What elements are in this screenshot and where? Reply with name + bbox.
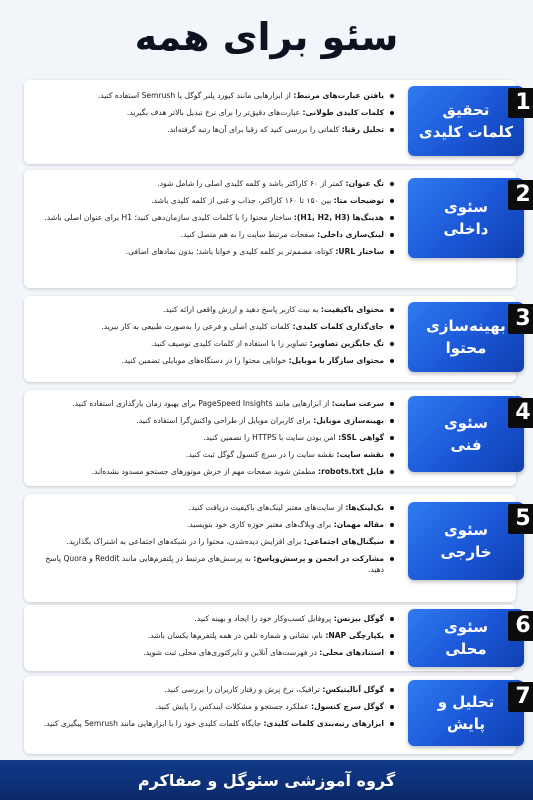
section-card-7 bbox=[24, 676, 531, 754]
bullet-text: بین ۱۵۰ تا ۱۶۰ کاراکتر، جذاب و غنی از کلمه کلیدی باشد. bbox=[151, 196, 334, 205]
bullet-item bbox=[34, 449, 394, 460]
section-bullet-list bbox=[34, 304, 394, 372]
bullet-heading: ابزارهای رتبه‌بندی کلمات کلیدی: bbox=[263, 719, 384, 728]
section-label-box bbox=[408, 396, 524, 472]
section-label-box bbox=[408, 178, 524, 258]
section-number: 4 bbox=[508, 398, 533, 428]
bullet-heading: سرعت سایت: bbox=[331, 399, 384, 408]
bullet-item bbox=[34, 195, 394, 206]
section-label: تحلیل و پایش bbox=[437, 693, 495, 733]
bullet-heading: یافتن عبارت‌های مرتبط: bbox=[293, 91, 384, 100]
bullet-item bbox=[34, 701, 394, 712]
bullet-text: به نیت کاربر پاسخ دهید و ارزش واقعی ارائه کنید. bbox=[163, 305, 321, 314]
bullet-item bbox=[34, 398, 394, 409]
bullet-text: خوانایی محتوا را در دستگاه‌های موبایلی تضمین کنید. bbox=[121, 356, 289, 365]
section-bullet-list bbox=[34, 613, 394, 664]
section-label: سئوی داخلی bbox=[443, 198, 489, 238]
bullet-item bbox=[34, 124, 394, 135]
bullet-text: برای کاربران موبایل از طراحی واکنش‌گرا استفاده کنید. bbox=[136, 416, 314, 425]
section-label-box bbox=[408, 609, 524, 667]
footer-text: گروه آموزشی سئوگل و صفاکرم bbox=[137, 770, 396, 790]
bullet-heading: گوگل بیزنس: bbox=[333, 614, 384, 623]
section-bullet-list bbox=[34, 398, 394, 483]
bullet-item bbox=[34, 684, 394, 695]
bullet-text: از سایت‌های معتبر لینک‌های باکیفیت دریافت کنید. bbox=[188, 503, 346, 512]
bullet-heading: استنادهای محلی: bbox=[319, 648, 384, 657]
bullet-heading: یکپارچگی NAP: bbox=[325, 631, 384, 640]
bullet-heading: لینک‌سازی داخلی: bbox=[317, 230, 384, 239]
page-title: سئو برای همه bbox=[134, 15, 399, 59]
section-bullet-list bbox=[34, 684, 394, 735]
bullet-heading: ساختار URL: bbox=[335, 247, 384, 256]
bullet-text: نام، نشانی و شماره تلفن در همه پلتفرم‌ها یکسان باشد. bbox=[147, 631, 326, 640]
section-label-box bbox=[408, 86, 524, 156]
bullet-heading: گوگل سرچ کنسول: bbox=[311, 702, 384, 711]
bullet-heading: کلمات کلیدی طولانی: bbox=[302, 108, 384, 117]
bullet-text: ساختار محتوا را با کلمات کلیدی سازمان‌دهی کنید؛ H1 برای عنوان اصلی باشد. bbox=[44, 213, 294, 222]
bullet-item bbox=[34, 630, 394, 641]
bullet-item bbox=[34, 502, 394, 513]
bullet-text: کمتر از ۶۰ کاراکتر باشد و کلمه کلیدی اصلی را شامل شود. bbox=[157, 179, 346, 188]
bullet-text: عبارت‌های دقیق‌تر را برای نرخ تبدیل بالاتر هدف بگیرید. bbox=[126, 108, 303, 117]
section-label: تحقیق کلمات کلیدی bbox=[418, 101, 514, 141]
bullet-item bbox=[34, 338, 394, 349]
section-label-box bbox=[408, 502, 524, 580]
bullet-heading: بک‌لینک‌ها: bbox=[345, 503, 384, 512]
section-label: سئوی فنی bbox=[443, 414, 489, 454]
bullet-text: برای وبلاگ‌های معتبر حوزه کاری خود بنویسید. bbox=[186, 520, 334, 529]
bullet-text: در فهرست‌های آنلاین و دایرکتوری‌های محلی ثبت شوید. bbox=[143, 648, 320, 657]
bullet-heading: سیگنال‌های اجتماعی: bbox=[303, 537, 384, 546]
bullet-text: ترافیک، نرخ پرش و رفتار کاربران را بررسی کنید. bbox=[164, 685, 323, 694]
bullet-text: امن بودن سایت با HTTPS را تضمین کنید. bbox=[203, 433, 339, 442]
section-card-4 bbox=[24, 390, 531, 486]
section-label-box bbox=[408, 302, 524, 372]
section-number: 6 bbox=[508, 611, 533, 641]
bullet-heading: گوگل آنالیتیکس: bbox=[322, 685, 384, 694]
bullet-item bbox=[34, 432, 394, 443]
bullet-heading: توضیحات متا: bbox=[333, 196, 384, 205]
section-card-2 bbox=[24, 170, 531, 288]
section-bullet-list bbox=[34, 502, 394, 581]
section-card-3 bbox=[24, 296, 531, 382]
bullet-item bbox=[34, 178, 394, 189]
section-number: 2 bbox=[508, 180, 533, 210]
bullet-item bbox=[34, 321, 394, 332]
bullet-item bbox=[34, 246, 394, 257]
bullet-item bbox=[34, 229, 394, 240]
bullet-item bbox=[34, 90, 394, 101]
bullet-item bbox=[34, 519, 394, 530]
bullet-item bbox=[34, 355, 394, 366]
section-card-6 bbox=[24, 605, 531, 671]
section-label: بهینه‌سازی محتوا bbox=[426, 317, 506, 357]
bullet-heading: جای‌گذاری کلمات کلیدی: bbox=[292, 322, 384, 331]
bullet-item bbox=[34, 613, 394, 624]
bullet-text: نقشه سایت را در سرچ کنسول گوگل ثبت کنید. bbox=[185, 450, 337, 459]
section-label: سئوی خارجی bbox=[440, 521, 492, 561]
section-card-1 bbox=[24, 80, 531, 164]
bullet-text: صفحات مرتبط سایت را به هم متصل کنید. bbox=[180, 230, 318, 239]
bullet-text: پروفایل کسب‌وکار خود را ایجاد و بهینه کنید. bbox=[194, 614, 334, 623]
bullet-item bbox=[34, 304, 394, 315]
section-label-box bbox=[408, 680, 524, 746]
section-bullet-list bbox=[34, 178, 394, 263]
section-label: سئوی محلی bbox=[443, 618, 489, 658]
section-number: 3 bbox=[508, 304, 533, 334]
bullet-text: کوتاه، مصمم‌تر بر کلمه کلیدی و خوانا باشد؛ بدون نمادهای اضافی. bbox=[125, 247, 336, 256]
bullet-heading: تگ عنوان: bbox=[345, 179, 384, 188]
bullet-item bbox=[34, 553, 394, 575]
bullet-item bbox=[34, 212, 394, 223]
bullet-heading: فایل robots.txt: bbox=[318, 467, 384, 476]
section-bullet-list bbox=[34, 90, 394, 141]
bullet-heading: هدینگ‌ها (H1, H2, H3): bbox=[293, 213, 384, 222]
bullet-item bbox=[34, 718, 394, 729]
bullet-heading: محتوای سازگار با موبایل: bbox=[288, 356, 384, 365]
bullet-text: از ابزارهایی مانند کیورد پلنر گوگل یا Semrush استفاده کنید. bbox=[97, 91, 294, 100]
bullet-text: کلمات کلیدی اصلی و فرعی را به‌صورت طبیعی به کار ببرید. bbox=[101, 322, 293, 331]
section-card-5 bbox=[24, 494, 531, 602]
bullet-text: جایگاه کلمات کلیدی خود را با ابزارهایی مانند Semrush پیگیری کنید. bbox=[43, 719, 264, 728]
bullet-heading: مشارکت در انجمن و پرسش‌وپاسخ: bbox=[253, 554, 384, 563]
bullet-heading: محتوای باکیفیت: bbox=[320, 305, 384, 314]
bullet-item bbox=[34, 415, 394, 426]
bullet-text: کلماتی را بررسی کنید که رقبا برای آن‌ها رتبه گرفته‌اند. bbox=[167, 125, 342, 134]
section-number: 5 bbox=[508, 504, 533, 534]
section-number: 7 bbox=[508, 682, 533, 712]
bullet-heading: بهینه‌سازی موبایل: bbox=[313, 416, 384, 425]
bullet-text: از ابزارهایی مانند PageSpeed Insights برای بهبود زمان بارگذاری استفاده کنید. bbox=[72, 399, 332, 408]
bullet-text: مطمئن شوید صفحات مهم از خزش موتورهای جستجو مسدود نشده‌اند. bbox=[91, 467, 319, 476]
bullet-item bbox=[34, 536, 394, 547]
bullet-text: برای افزایش دیده‌شدن، محتوا را در شبکه‌های اجتماعی به اشتراک بگذارید. bbox=[66, 537, 304, 546]
bullet-heading: تگ جایگزین تصاویر: bbox=[309, 339, 384, 348]
bullet-item bbox=[34, 107, 394, 118]
bullet-text: به پرسش‌های مرتبط در پلتفرم‌هایی مانند Reddit و Quora پاسخ دهید. bbox=[45, 554, 384, 574]
bullet-item bbox=[34, 466, 394, 477]
footer-banner bbox=[0, 760, 533, 800]
bullet-heading: نقشه سایت: bbox=[336, 450, 384, 459]
bullet-text: عملکرد جستجو و مشکلات ایندکس را پایش کنید. bbox=[155, 702, 312, 711]
bullet-text: تصاویر را با استفاده از کلمات کلیدی توصیف کنید. bbox=[151, 339, 310, 348]
bullet-heading: مقاله مهمان: bbox=[333, 520, 384, 529]
bullet-heading: گواهی SSL: bbox=[338, 433, 384, 442]
bullet-item bbox=[34, 647, 394, 658]
bullet-heading: تحلیل رقبا: bbox=[341, 125, 384, 134]
section-number: 1 bbox=[508, 88, 533, 118]
